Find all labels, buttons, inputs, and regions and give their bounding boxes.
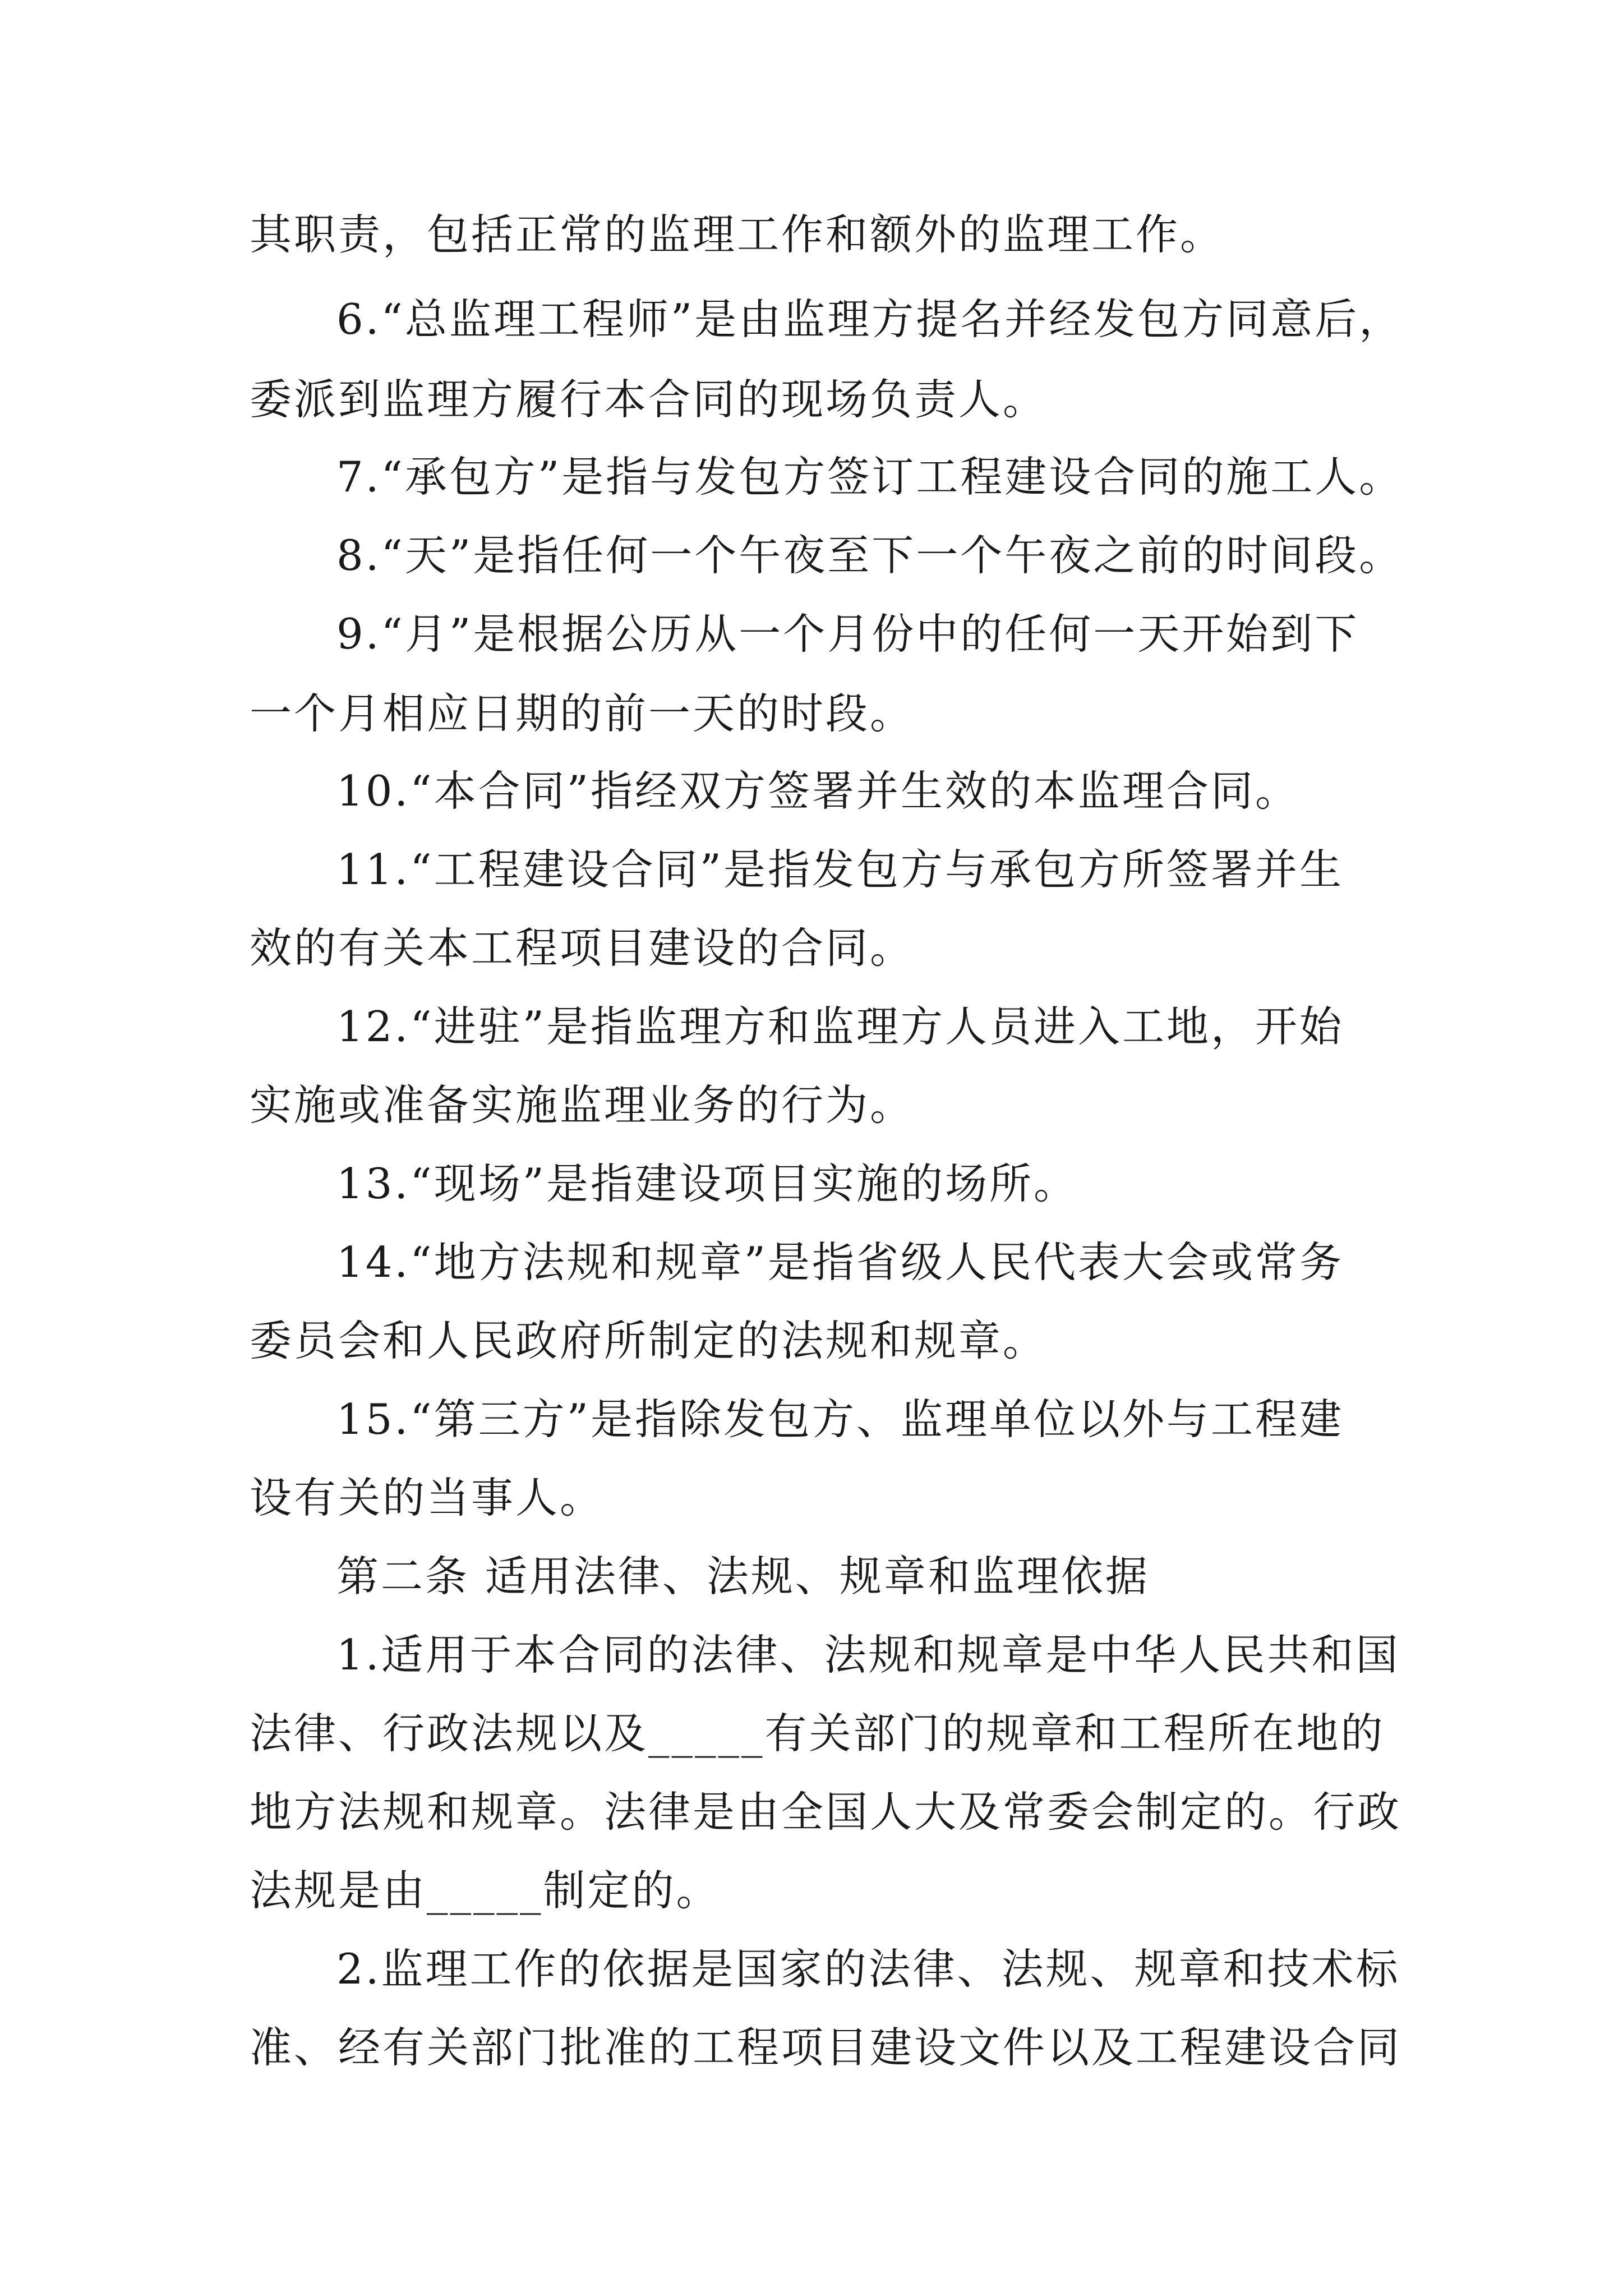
text-line: 10.“本合同”指经双方签署并生效的本监理合同。: [336, 766, 1299, 816]
text-line: 设有关的当事人。: [250, 1473, 605, 1522]
text-line: 1.适用于本合同的法律、法规和规章是中华人民共和国: [336, 1630, 1400, 1680]
text-line: 11.“工程建设合同”是指发包方与承包方所签署并生: [336, 845, 1344, 894]
text-line: 其职责，包括正常的监理工作和额外的监理工作。: [250, 210, 1225, 259]
text-line: 13.“现场”是指建设项目实施的场所。: [336, 1159, 1078, 1208]
text-line: 7.“承包方”是指与发包方签订工程建设合同的施工人。: [336, 452, 1404, 501]
section-heading: 第二条 适用法律、法规、规章和监理依据: [336, 1552, 1150, 1601]
text-line: 委派到监理方履行本合同的现场负责人。: [250, 375, 1048, 424]
text-line: 法规是由_____制定的。: [250, 1866, 721, 1915]
text-line: 12.“进驻”是指监理方和监理方人员进入工地，开始: [336, 1002, 1344, 1051]
text-line: 准、经有关部门批准的工程项目建设文件以及工程建设合同: [250, 2023, 1402, 2072]
text-line: 15.“第三方”是指除发包方、监理单位以外与工程建: [336, 1395, 1344, 1444]
text-line: 8.“天”是指任何一个午夜至下一个午夜之前的时间段。: [336, 531, 1404, 580]
text-line: 地方法规和规章。法律是由全国人大及常委会制定的。行政: [250, 1787, 1402, 1837]
text-line: 9.“月”是根据公历从一个月份中的任何一天开始到下: [336, 609, 1359, 659]
text-line: 委员会和人民政府所制定的法规和规章。: [250, 1316, 1048, 1365]
text-line: 6.“总监理工程师”是由监理方提名并经发包方同意后，: [336, 295, 1404, 344]
text-line: 14.“地方法规和规章”是指省级人民代表大会或常务: [336, 1237, 1344, 1287]
text-line: 效的有关本工程项目建设的合同。: [250, 923, 915, 973]
text-line: 法律、行政法规以及_____有关部门的规章和工程所在地的: [250, 1709, 1385, 1758]
text-line: 一个月相应日期的前一天的时段。: [250, 689, 915, 738]
text-line: 实施或准备实施监理业务的行为。: [250, 1080, 915, 1130]
text-line: 2.监理工作的依据是国家的法律、法规、规章和技术标: [336, 1944, 1400, 1994]
